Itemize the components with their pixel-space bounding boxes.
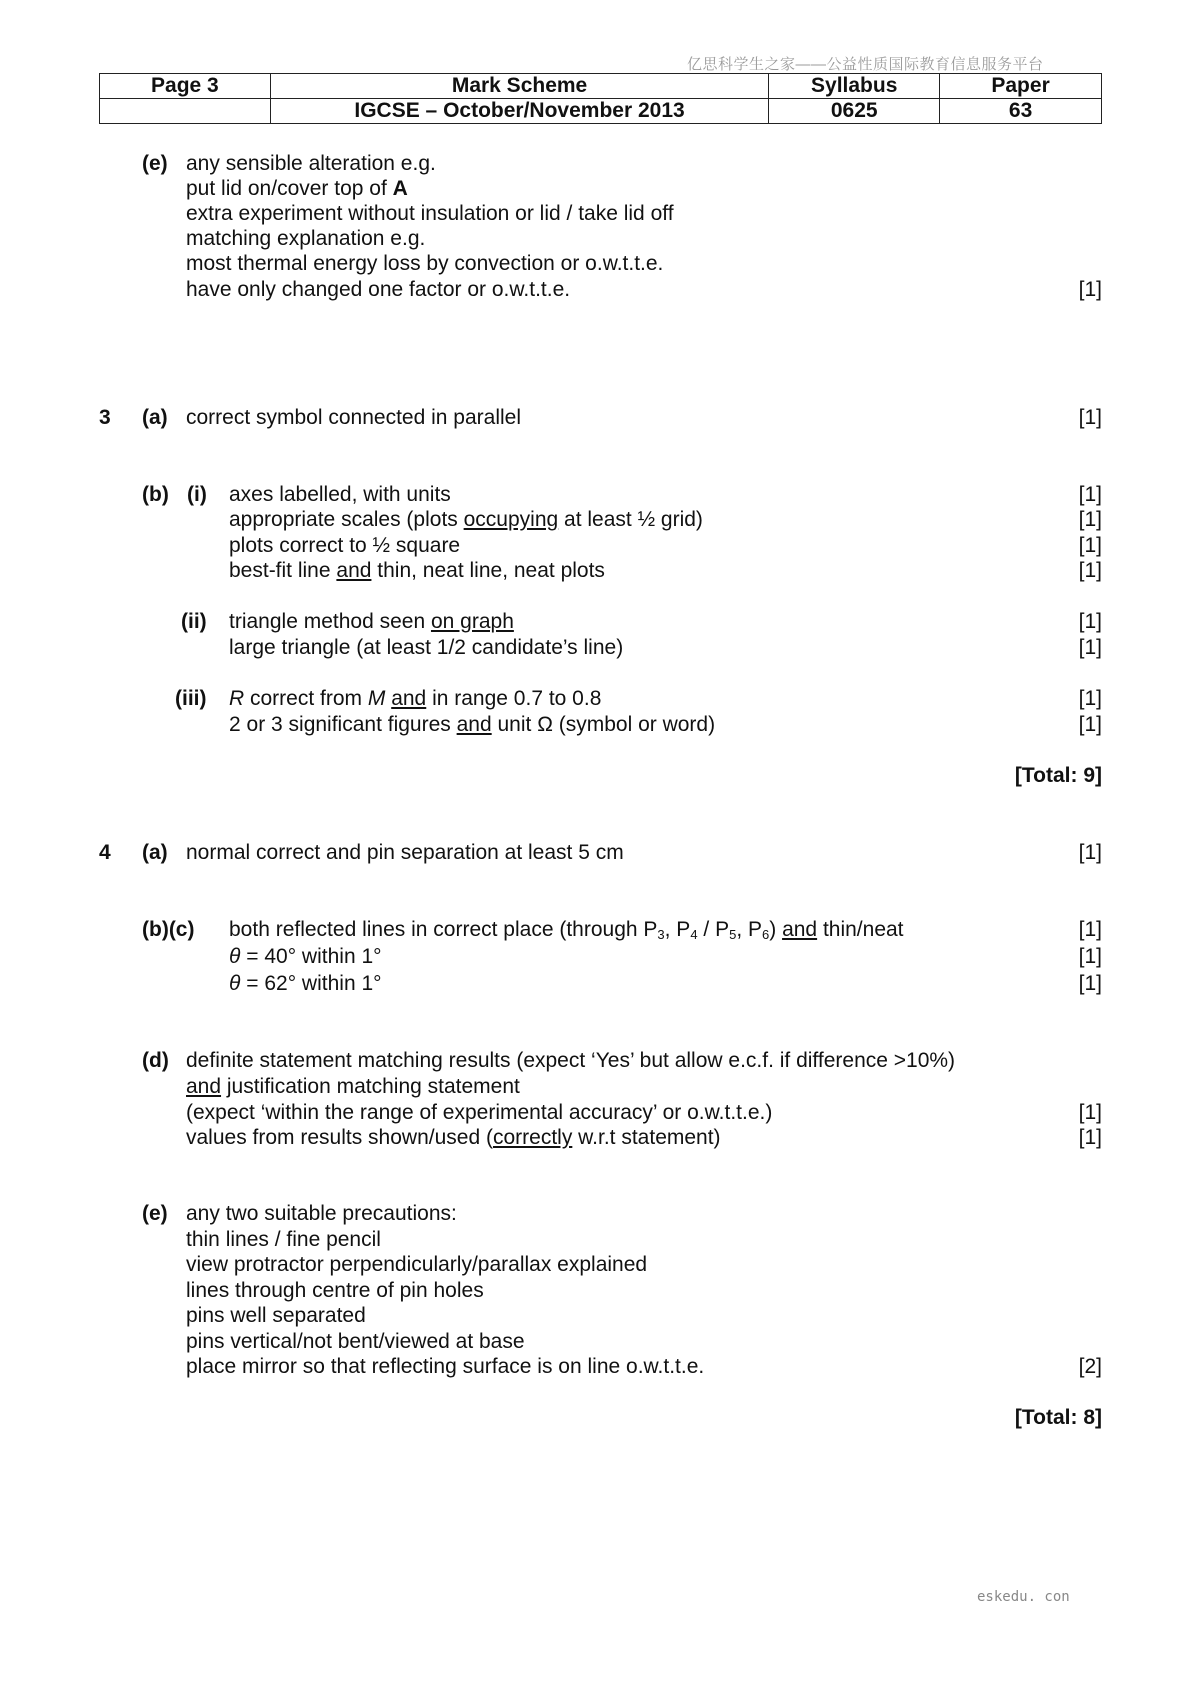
- q4-total: [Total: 8]: [1014, 1406, 1102, 1429]
- q4bc-mark-2: [1]: [1078, 945, 1102, 968]
- q3bii-line-1: triangle method seen on graph: [229, 610, 514, 633]
- q4e-line-2: thin lines / fine pencil: [186, 1228, 381, 1251]
- q3bii-mark-1: [1]: [1078, 610, 1102, 633]
- q4d-mark-1: [1]: [1078, 1101, 1102, 1124]
- header-paper-number: 63: [940, 99, 1102, 124]
- q3bi-label: (i): [187, 483, 207, 506]
- q4e-mark: [2]: [1078, 1355, 1102, 1378]
- q4a-text: normal correct and pin separation at least 5 cm: [186, 841, 624, 864]
- header-syllabus-code: 0625: [769, 99, 940, 124]
- q2e-line-2: put lid on/cover top of A: [186, 177, 408, 200]
- q3-number: 3: [99, 406, 111, 429]
- q3bi-line-2: appropriate scales (plots occupying at least ½ grid): [229, 508, 703, 531]
- q4a-mark: [1]: [1078, 841, 1102, 864]
- q4e-line-1: any two suitable precautions:: [186, 1202, 457, 1225]
- q3-total: [Total: 9]: [1014, 764, 1102, 787]
- q3a-label: (a): [142, 406, 168, 429]
- q4e-line-7: place mirror so that reflecting surface is on line o.w.t.t.e.: [186, 1355, 705, 1378]
- q4a-label: (a): [142, 841, 168, 864]
- watermark: 亿思科学生之家——公益性质国际教育信息服务平台: [687, 56, 1044, 73]
- theta-symbol: θ: [229, 945, 241, 968]
- q2e-mark: [1]: [1078, 278, 1102, 301]
- q4d-line-4: values from results shown/used (correctly w.r.t statement): [186, 1126, 721, 1149]
- q4d-line-3: (expect ‘within the range of experimental accuracy’ or o.w.t.t.e.): [186, 1101, 773, 1124]
- q4d-label: (d): [142, 1049, 169, 1072]
- q3biii-mark-2: [1]: [1078, 713, 1102, 736]
- q3bi-line-3: plots correct to ½ square: [229, 534, 461, 557]
- q2e-line-1: any sensible alteration e.g.: [186, 152, 436, 175]
- theta-symbol: θ: [229, 972, 241, 995]
- q4e-line-5: pins well separated: [186, 1304, 366, 1327]
- q4d-line-1: definite statement matching results (expect ‘Yes’ but allow e.c.f. if difference >10%): [186, 1049, 956, 1072]
- q3bi-line-1: axes labelled, with units: [229, 483, 451, 506]
- q4bc-line-3: θ = 62° within 1°: [229, 972, 382, 995]
- q3bi-mark-4: [1]: [1078, 559, 1102, 582]
- q3biii-mark-1: [1]: [1078, 687, 1102, 710]
- header-paper-label: Paper: [940, 74, 1102, 99]
- q2e-label: (e): [142, 152, 168, 175]
- header-title: Mark Scheme: [270, 74, 768, 99]
- q3bii-mark-2: [1]: [1078, 636, 1102, 659]
- header-table: [99, 73, 1102, 124]
- q3biii-label: (iii): [175, 687, 207, 710]
- q3bi-mark-1: [1]: [1078, 483, 1102, 506]
- q4bc-line-2: θ = 40° within 1°: [229, 945, 382, 968]
- header-empty-cell: [100, 99, 271, 124]
- q4bc-label: (b)(c): [142, 918, 195, 941]
- q2e-line-6: have only changed one factor or o.w.t.t.e.: [186, 278, 571, 301]
- q4e-label: (e): [142, 1202, 168, 1225]
- q4bc-line-1: both reflected lines in correct place (through $P_3$, $P_4 / P_5$, $P_6$) and thin/neat: [229, 918, 904, 942]
- q4e-line-6: pins vertical/not bent/viewed at base: [186, 1330, 525, 1353]
- header-syllabus-label: Syllabus: [769, 74, 940, 99]
- q4d-line-2: and justification matching statement: [186, 1075, 520, 1098]
- q3b-label: (b): [142, 483, 169, 506]
- q3bi-mark-3: [1]: [1078, 534, 1102, 557]
- q3bi-line-4: best-fit line and thin, neat line, neat plots: [229, 559, 605, 582]
- q4-number: 4: [99, 841, 111, 864]
- q3biii-line-1: R correct from M and in range 0.7 to 0.8: [229, 687, 602, 710]
- header-exam-session: IGCSE – October/November 2013: [270, 99, 768, 124]
- q4e-line-4: lines through centre of pin holes: [186, 1279, 484, 1302]
- q3a-text: correct symbol connected in parallel: [186, 406, 521, 429]
- q4e-line-3: view protractor perpendicularly/parallax explained: [186, 1253, 648, 1276]
- q2e-line-3: extra experiment without insulation or lid / take lid off: [186, 202, 674, 225]
- q3bii-label: (ii): [181, 610, 207, 633]
- q3bi-mark-2: [1]: [1078, 508, 1102, 531]
- footer-watermark: eskedu. con: [977, 1589, 1070, 1605]
- header-page: Page 3: [100, 74, 271, 99]
- q3a-mark: [1]: [1078, 406, 1102, 429]
- q4bc-mark-3: [1]: [1078, 972, 1102, 995]
- q4bc-mark-1: [1]: [1078, 918, 1102, 941]
- q3bii-line-2: large triangle (at least 1/2 candidate’s line): [229, 636, 624, 659]
- q2e-line-5: most thermal energy loss by convection or o.w.t.t.e.: [186, 252, 664, 275]
- q2e-line-4: matching explanation e.g.: [186, 227, 426, 250]
- q4d-mark-2: [1]: [1078, 1126, 1102, 1149]
- q3biii-line-2: 2 or 3 significant figures and unit Ω (symbol or word): [229, 713, 716, 736]
